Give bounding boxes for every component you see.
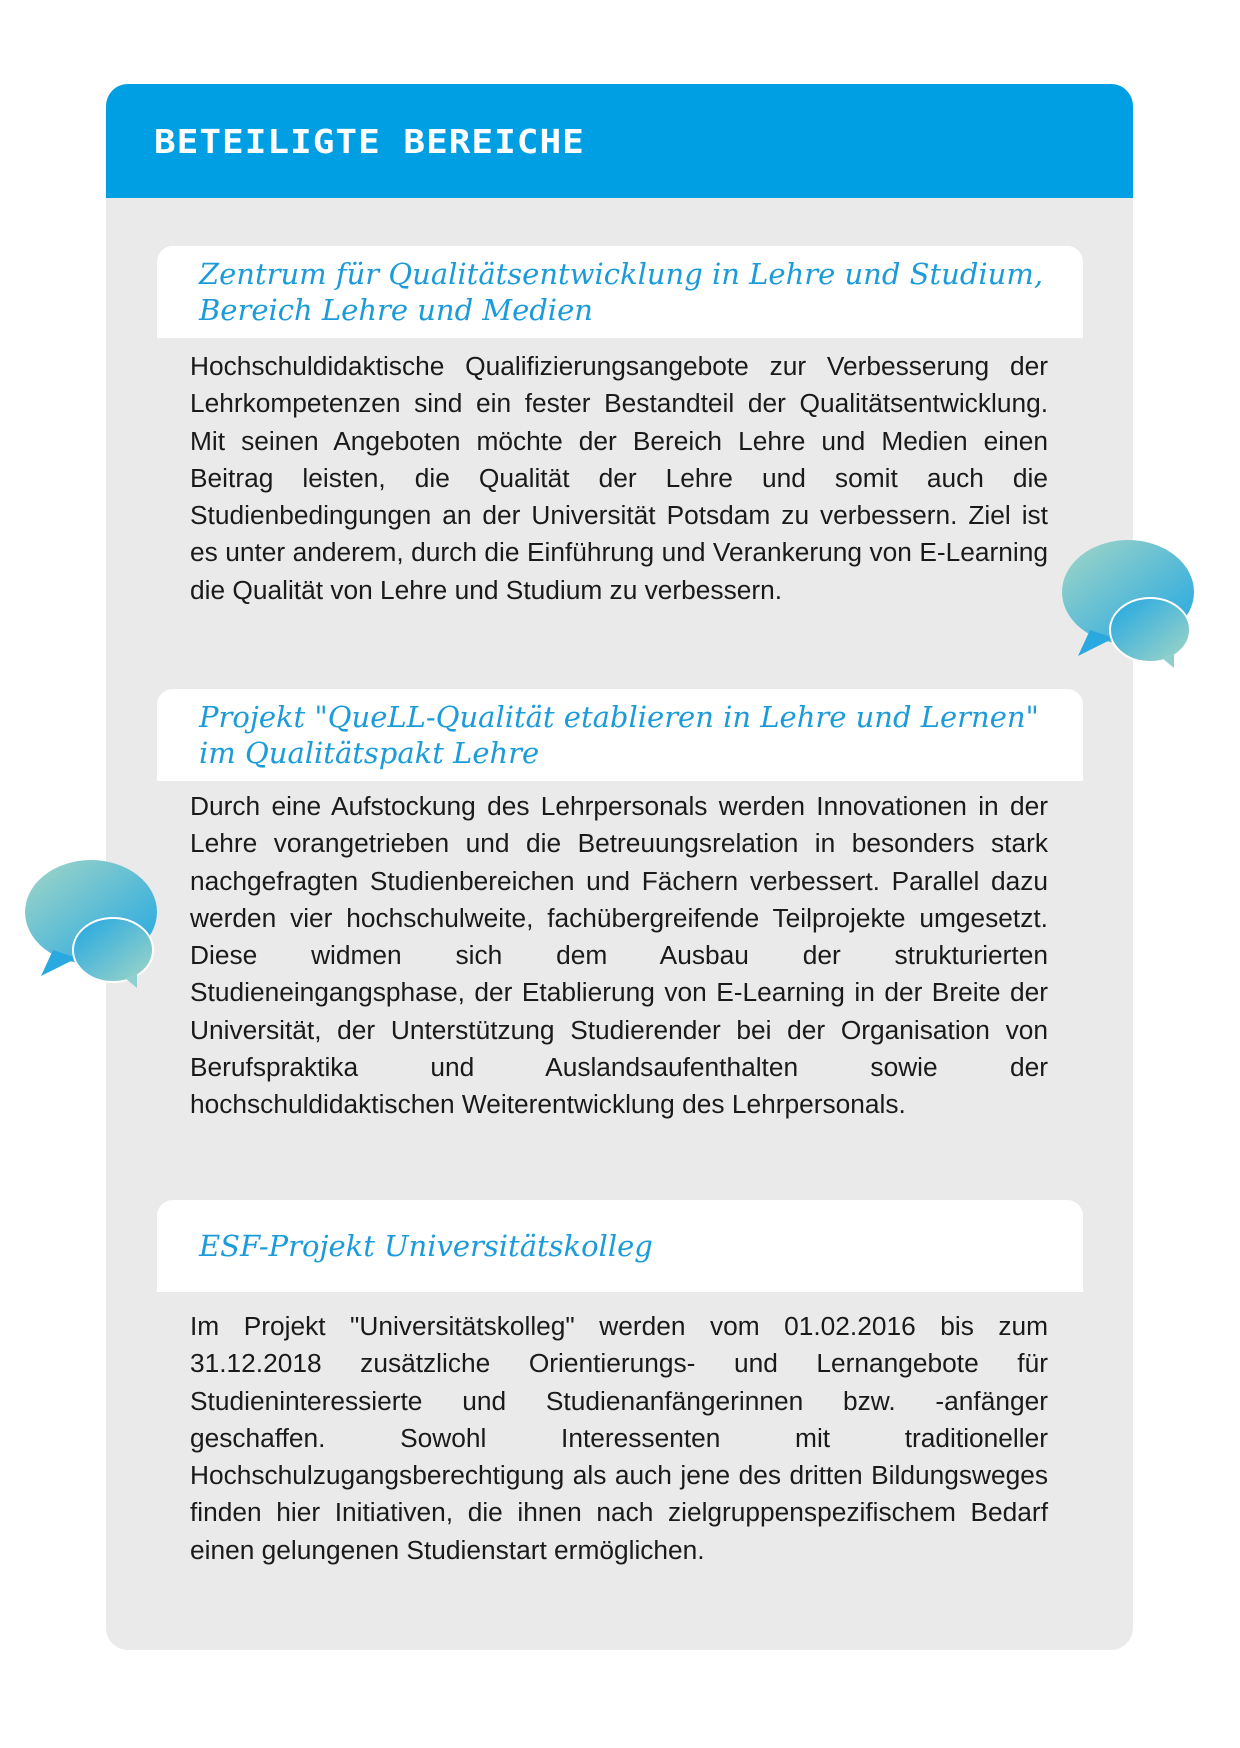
section-heading-zentrum	[157, 246, 1083, 338]
section-heading-esf	[157, 1200, 1083, 1292]
section-heading-text: Projekt "QueLL-Qualität etablieren in Lehre und Lernen" im Qualitätspakt Lehre	[199, 700, 1039, 770]
section-heading-quell	[157, 689, 1083, 781]
page-title: BETEILIGTE BEREICHE	[154, 123, 585, 162]
panel-header	[106, 84, 1133, 198]
speech-bubbles-icon	[1062, 538, 1202, 668]
section-heading-text: ESF-Projekt Universitätskolleg	[199, 1229, 653, 1263]
section-body-zentrum: Hochschuldidaktische Qualifizierungsangebote zur Verbesserung der Lehrkompetenzen sind ein fester Bestandteil der Qualitätsentwicklung. Mit seinen Angeboten möchte der Bereich Lehre und Medien einen Beitrag leisten, die Qualität der Lehre und somit auch die Studienbedingungen an der Universität Potsdam zu verbessern. Ziel ist es unter anderem, durch die Einführung und Verankerung von E-Learning die Qualität von Lehre und Studium zu verbessern.	[190, 351, 1048, 605]
section-body-esf: Im Projekt "Universitätskolleg" werden vom 01.02.2016 bis zum 31.12.2018 zusätzliche Orientierungs- und Lernangebote für Studieninteressierte und Studienanfängerinnen bzw. -anfänger geschaffen. Sowohl Interessenten mit traditioneller Hochschulzugangsberechtigung als auch jene des dritten Bildungsweges finden hier Initiativen, die ihnen nach zielgruppenspezifischem Bedarf einen gelungenen Studienstart ermöglichen.	[190, 1311, 1048, 1565]
info-panel	[106, 84, 1133, 1650]
section-body-quell: Durch eine Aufstockung des Lehrpersonals werden Innovationen in der Lehre vorangetrieben und die Betreuungsrelation in besonders stark nachgefragten Studienbereichen und Fächern verbessert. Parallel dazu werden vier hochschulweite, fachübergreifende Teilprojekte umgesetzt. Diese widmen sich dem Ausbau der strukturierten Studieneingangsphase, der Etablierung von E-Learning in der Breite der Universität, der Unterstützung Studierender bei der Organisation von Berufspraktika und Auslandsaufenthalten sowie der hochschuldidaktischen Weiterentwicklung des Lehrpersonals.	[190, 791, 1048, 1120]
section-heading-text: Zentrum für Qualitätsentwicklung in Lehre und Studium, Bereich Lehre und Medien	[199, 257, 1044, 327]
speech-bubbles-icon	[25, 858, 165, 988]
